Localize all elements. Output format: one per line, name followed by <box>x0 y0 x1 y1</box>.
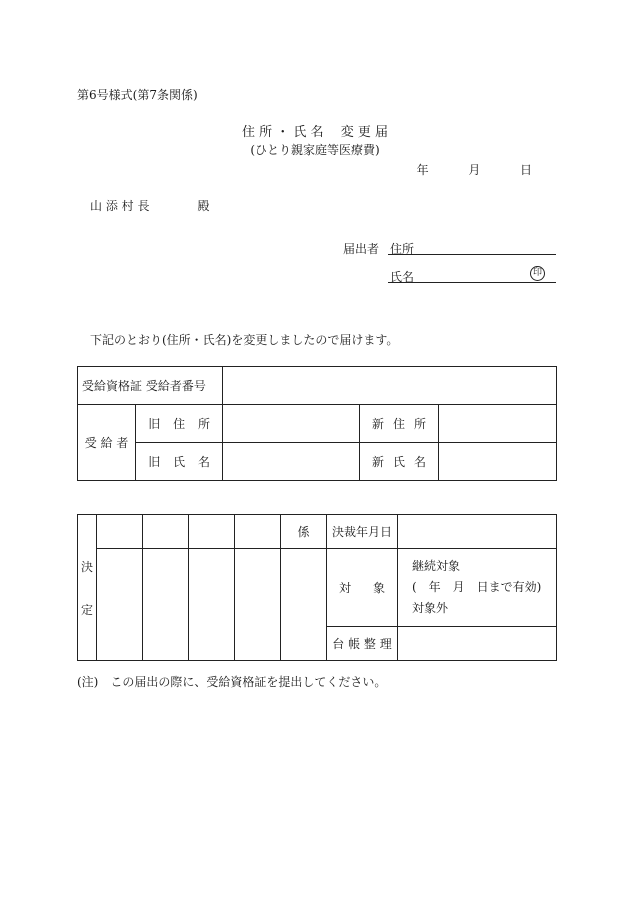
applicant-address-field[interactable] <box>388 254 556 255</box>
applicant-name-label: 氏名 <box>390 270 415 284</box>
stamp-cell-4[interactable] <box>235 549 281 661</box>
stamp-cell-3[interactable] <box>189 549 235 661</box>
cert-number-label: 受給資格証 受給者番号 <box>78 367 223 405</box>
form-subtitle: (ひとり親家庭等医療費) <box>250 143 380 157</box>
ledger-label: 台 帳 整 理 <box>327 627 398 661</box>
stamp-header-1[interactable] <box>97 515 143 549</box>
target-label: 対 象 <box>327 549 398 627</box>
seal-mark: 印 <box>530 266 545 281</box>
decision-date-field[interactable] <box>398 515 557 549</box>
old-name-label: 旧 氏 名 <box>136 443 223 481</box>
body-text: 下記のとおり(住所・氏名)を変更しましたので届けます。 <box>90 333 399 347</box>
decision-table <box>77 514 557 661</box>
applicant-label: 届出者 <box>343 242 380 256</box>
decision-label: 決 定 <box>78 515 97 661</box>
date-year: 年 <box>416 163 429 177</box>
form-number: 第6号様式(第7条関係) <box>77 88 198 102</box>
date-month: 月 <box>468 163 481 177</box>
ledger-field[interactable] <box>398 627 557 661</box>
date-line <box>417 161 532 178</box>
old-address-label: 旧 住 所 <box>136 405 223 443</box>
stamp-header-3[interactable] <box>189 515 235 549</box>
new-address-field[interactable] <box>439 405 557 443</box>
applicant-address-label: 住所 <box>390 242 415 256</box>
new-name-label: 新 氏 名 <box>360 443 439 481</box>
valid-until-text: ( 年 月 日まで有効) <box>412 580 542 594</box>
stamp-header-4[interactable] <box>235 515 281 549</box>
continue-target-option[interactable]: 継続対象 <box>412 559 461 573</box>
cert-number-field[interactable] <box>223 367 557 405</box>
new-name-field[interactable] <box>439 443 557 481</box>
addressee: 山 添 村 長 殿 <box>90 199 210 213</box>
staff-label: 係 <box>281 515 327 549</box>
stamp-cell-1[interactable] <box>97 549 143 661</box>
decision-date-label: 決裁年月日 <box>327 515 398 549</box>
date-day: 日 <box>519 163 532 177</box>
stamp-cell-2[interactable] <box>143 549 189 661</box>
new-address-label: 新 住 所 <box>360 405 439 443</box>
old-address-field[interactable] <box>223 405 360 443</box>
change-table <box>77 366 557 481</box>
not-target-option[interactable]: 対象外 <box>412 601 449 615</box>
applicant-name-field[interactable] <box>388 282 556 283</box>
recipient-label: 受 給 者 <box>78 405 136 481</box>
stamp-header-2[interactable] <box>143 515 189 549</box>
target-options <box>398 549 557 627</box>
note: (注) この届出の際に、受給資格証を提出してください。 <box>77 675 387 689</box>
old-name-field[interactable] <box>223 443 360 481</box>
stamp-cell-staff[interactable] <box>281 549 327 661</box>
form-title: 住 所 ・ 氏 名 変 更 届 <box>242 125 388 140</box>
